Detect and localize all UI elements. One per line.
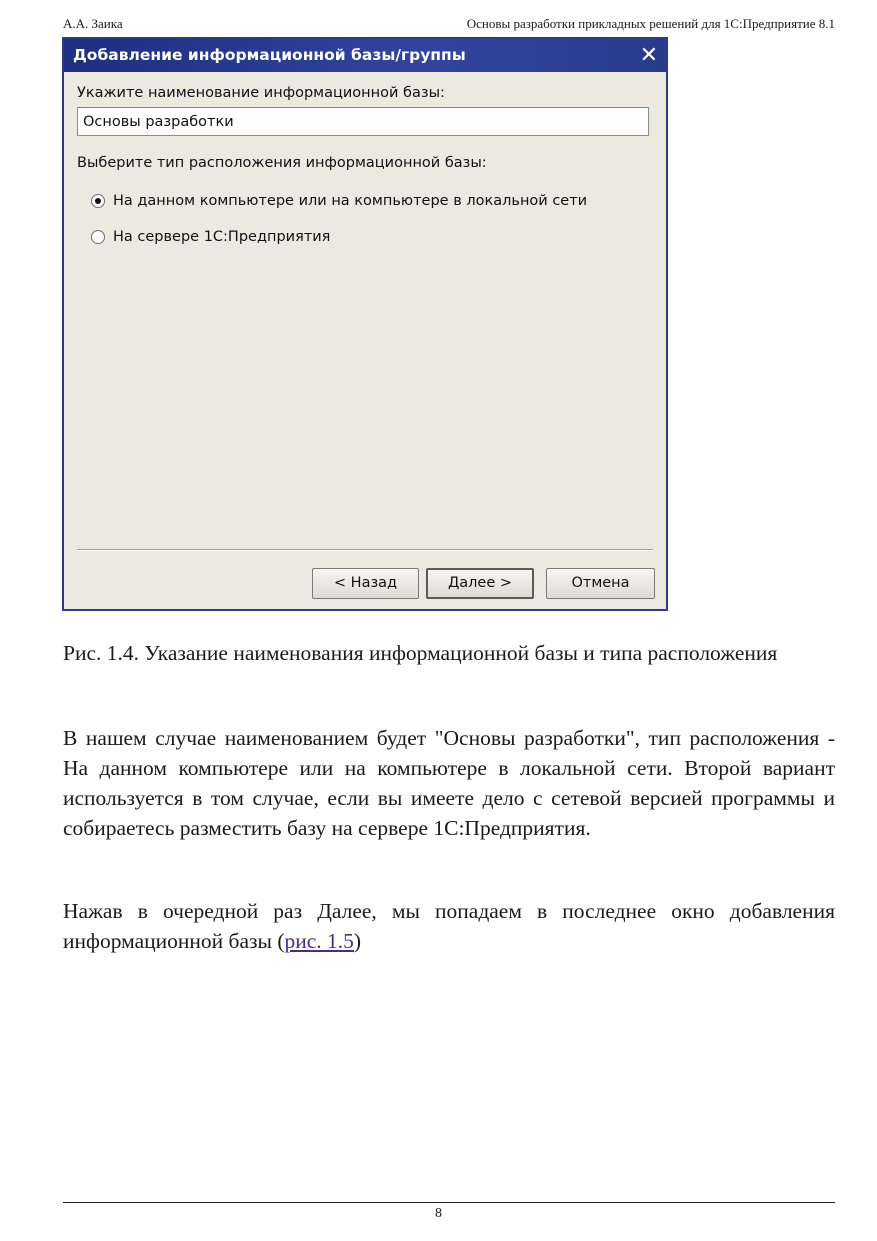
figure-caption: Рис. 1.4. Указание наименования информационной базы и типа расположения [63, 641, 778, 665]
cancel-button[interactable]: Отмена [546, 568, 655, 599]
paragraph-2 [63, 896, 835, 956]
option-local[interactable] [91, 191, 587, 211]
page-number: 8 [435, 1206, 442, 1221]
next-button[interactable]: Далее > [426, 568, 534, 599]
paragraph-2-end: ) [353, 929, 362, 953]
header-book-title: Основы разработки прикладных решений для 1С:Предприятие 8.1 [466, 16, 835, 31]
radio-local[interactable] [91, 194, 105, 208]
option-local-label: На данном компьютере или на компьютере в локальной сети [113, 193, 588, 209]
paragraph-2-text: Нажав в очередной раз Далее, мы попадаем в последнее окно добавления информационной базы ( [63, 899, 835, 953]
back-button[interactable]: < Назад [312, 568, 419, 599]
add-infobase-dialog [62, 37, 668, 611]
header-author: А.А. Заика [63, 16, 123, 31]
figure-link[interactable]: рис. 1.5 [284, 929, 354, 953]
dialog-titlebar [64, 39, 666, 72]
dialog-title: Добавление информационной базы/группы [73, 46, 466, 64]
paragraph-1: В нашем случае наименованием будет "Основы разработки", тип расположения - На данном компьютере или на компьютере в локальной сети. Второй вариант используется в том случае, если вы имеете дело с сетевой версией программы и собираетесь разместить базу на сервере 1С:Предприятия. [63, 726, 835, 840]
option-server[interactable] [91, 227, 330, 247]
option-server-label: На сервере 1С:Предприятия [113, 229, 331, 245]
location-label: Выберите тип расположения информационной базы: [77, 155, 487, 171]
infobase-name-input[interactable] [77, 107, 649, 136]
footer-rule [63, 1202, 835, 1203]
dialog-separator [77, 549, 653, 551]
name-label: Укажите наименование информационной базы: [77, 85, 445, 101]
radio-server[interactable] [91, 230, 105, 244]
close-icon[interactable]: ✕ [639, 43, 658, 68]
running-header [63, 16, 835, 36]
